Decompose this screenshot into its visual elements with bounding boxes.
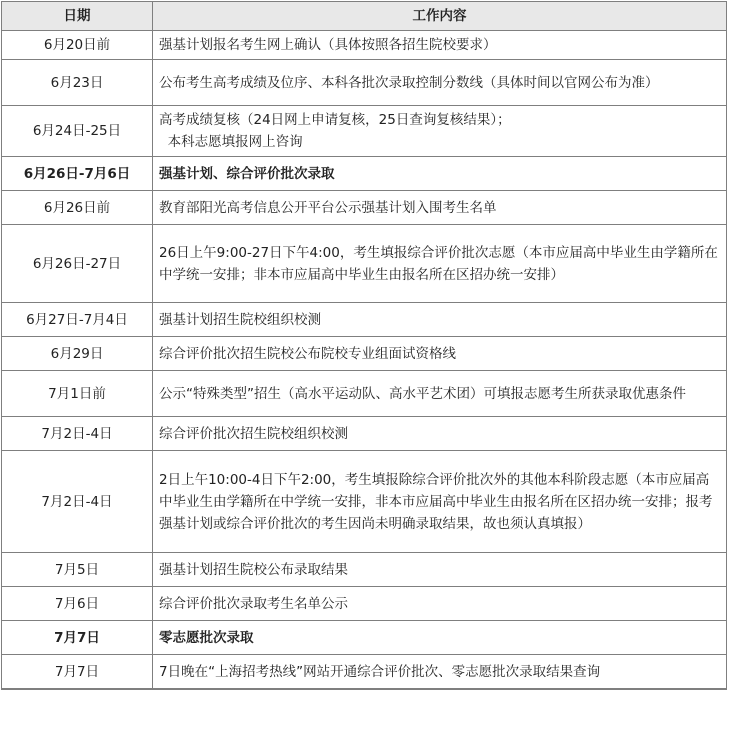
date-cell: 7月7日 xyxy=(2,621,153,655)
date-cell: 6月24日-25日 xyxy=(2,106,153,157)
date-cell: 7月2日-4日 xyxy=(2,451,153,553)
date-cell: 7月5日 xyxy=(2,553,153,587)
work-content-cell: 零志愿批次录取 xyxy=(153,621,727,655)
date-cell: 6月26日前 xyxy=(2,191,153,225)
work-content-cell: 公布考生高考成绩及位序、本科各批次录取控制分数线（具体时间以官网公布为准） xyxy=(153,60,727,106)
table-row xyxy=(2,303,727,337)
table-row xyxy=(2,553,727,587)
date-cell xyxy=(2,689,153,690)
work-content-cell: 7日晚在“上海招考热线”网站开通综合评价批次、零志愿批次录取结果查询 xyxy=(153,655,727,689)
table-row xyxy=(2,587,727,621)
work-column-header: 工作内容 xyxy=(153,2,727,31)
work-content-cell: 26日上午9:00-27日下午4:00，考生填报综合评价批次志愿（本市应届高中毕业生由学籍所在中学统一安排；非本市应届高中毕业生由报名所在区招办统一安排） xyxy=(153,225,727,303)
work-content-cell: 综合评价批次招生院校公布院校专业组面试资格线 xyxy=(153,337,727,371)
table-row xyxy=(2,31,727,60)
table-row xyxy=(2,371,727,417)
table-row xyxy=(2,191,727,225)
work-content-cell: 强基计划、综合评价批次录取 xyxy=(153,157,727,191)
date-cell: 7月6日 xyxy=(2,587,153,621)
work-content-cell: 公示“特殊类型”招生（高水平运动队、高水平艺术团）可填报志愿考生所获录取优惠条件 xyxy=(153,371,727,417)
table-row xyxy=(2,337,727,371)
work-content-cell: 强基计划报名考生网上确认（具体按照各招生院校要求） xyxy=(153,31,727,60)
phase-row xyxy=(2,621,727,655)
date-cell: 6月20日前 xyxy=(2,31,153,60)
table-row xyxy=(2,417,727,451)
table-row xyxy=(2,655,727,689)
phase-row xyxy=(2,157,727,191)
date-cell: 7月7日 xyxy=(2,655,153,689)
date-column-header: 日期 xyxy=(2,2,153,31)
work-content-cell: 高考成绩复核（24日网上申请复核，25日查询复核结果）； 本科志愿填报网上咨询 xyxy=(153,106,727,157)
date-cell: 6月23日 xyxy=(2,60,153,106)
date-cell: 6月29日 xyxy=(2,337,153,371)
table-row xyxy=(2,225,727,303)
table-row xyxy=(2,106,727,157)
date-cell: 6月27日-7月4日 xyxy=(2,303,153,337)
date-cell: 7月1日前 xyxy=(2,371,153,417)
date-cell: 6月26日-27日 xyxy=(2,225,153,303)
work-content-cell xyxy=(153,689,727,690)
work-content-cell: 综合评价批次招生院校组织校测 xyxy=(153,417,727,451)
table-body xyxy=(2,31,727,690)
work-content-cell: 教育部阳光高考信息公开平台公示强基计划入围考生名单 xyxy=(153,191,727,225)
work-content-cell: 强基计划招生院校公布录取结果 xyxy=(153,553,727,587)
work-content-cell: 强基计划招生院校组织校测 xyxy=(153,303,727,337)
table-row xyxy=(2,451,727,553)
date-cell: 7月2日-4日 xyxy=(2,417,153,451)
table-row-cutoff xyxy=(2,689,727,690)
table-header-row xyxy=(2,2,727,31)
date-cell: 6月26日-7月6日 xyxy=(2,157,153,191)
work-content-cell: 综合评价批次录取考生名单公示 xyxy=(153,587,727,621)
work-content-cell: 2日上午10:00-4日下午2:00，考生填报除综合评价批次外的其他本科阶段志愿（本市应届高中毕业生由学籍所在中学统一安排，非本市应届高中毕业生由报名所在区招办统一安排；报考强基计划或综合评价批次的考生因尚未明确录取结果，故也须认真填报） xyxy=(153,451,727,553)
table-row xyxy=(2,60,727,106)
admission-schedule-table xyxy=(1,1,727,690)
